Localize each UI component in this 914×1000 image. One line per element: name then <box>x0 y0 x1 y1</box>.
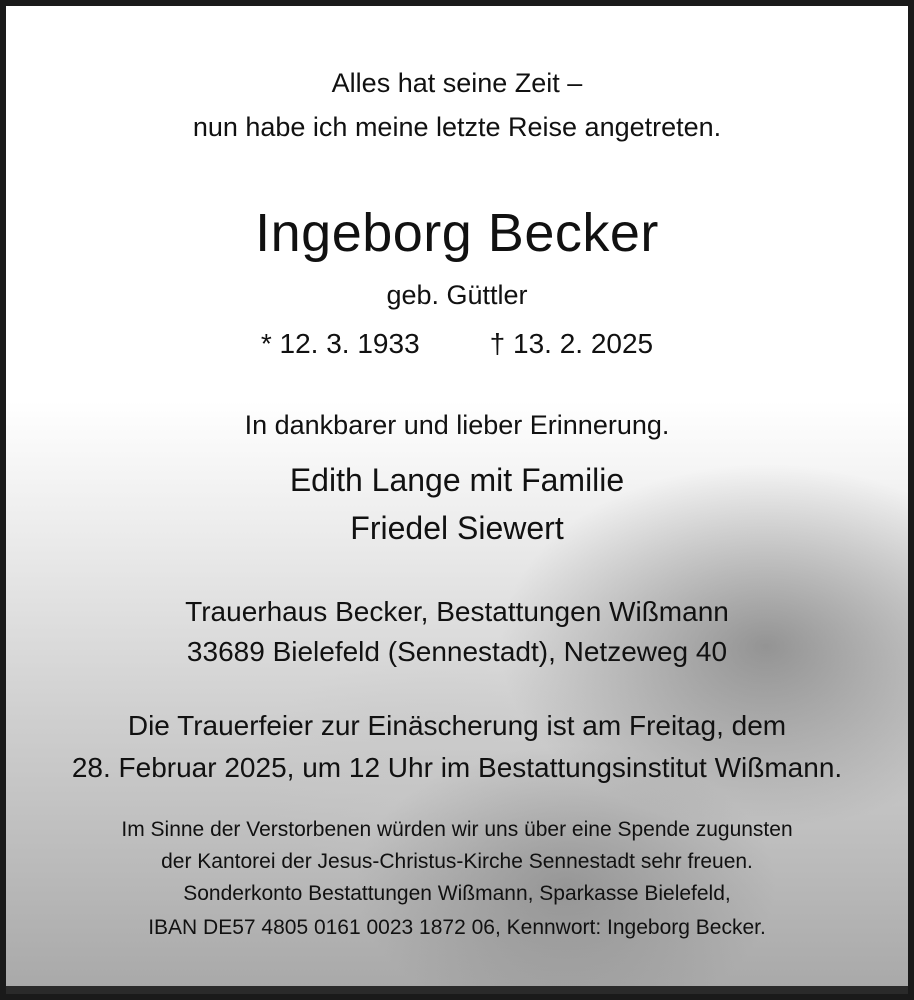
maiden-name: geb. Güttler <box>386 280 528 310</box>
donation-line-1: Im Sinne der Verstorbenen würden wir uns über eine Spende zugunsten <box>121 818 793 841</box>
donation-line-3: Sonderkonto Bestattungen Wißmann, Sparkasse Bielefeld, <box>183 882 731 905</box>
ceremony-line-2: 28. Februar 2025, um 12 Uhr im Bestattungsinstitut Wißmann. <box>71 752 843 783</box>
mourner-1: Edith Lange mit Familie <box>289 462 625 498</box>
funeral-home-name: Trauerhaus Becker, Bestattungen Wißmann <box>185 596 729 627</box>
deceased-name: Ingeborg Becker <box>255 203 659 263</box>
donation-line-2: der Kantorei der Jesus-Christus-Kirche Sennestadt sehr freuen. <box>161 850 753 873</box>
remembrance-text: In dankbarer und lieber Erinnerung. <box>244 410 670 440</box>
ceremony-line-1: Die Trauerfeier zur Einäscherung ist am Freitag, dem <box>127 710 787 741</box>
motto-line-2: nun habe ich meine letzte Reise angetreten. <box>192 112 722 142</box>
death-date: † 13. 2. 2025 <box>489 328 654 359</box>
donation-line-4: IBAN DE57 4805 0161 0023 1872 06, Kennwort: Ingeborg Becker. <box>148 916 766 939</box>
mourner-2: Friedel Siewert <box>350 510 564 546</box>
birth-date: * 12. 3. 1933 <box>260 328 420 359</box>
life-dates <box>6 328 908 360</box>
funeral-home-address: 33689 Bielefeld (Sennestadt), Netzeweg 40 <box>186 636 728 667</box>
motto-line-1: Alles hat seine Zeit – <box>331 68 583 98</box>
